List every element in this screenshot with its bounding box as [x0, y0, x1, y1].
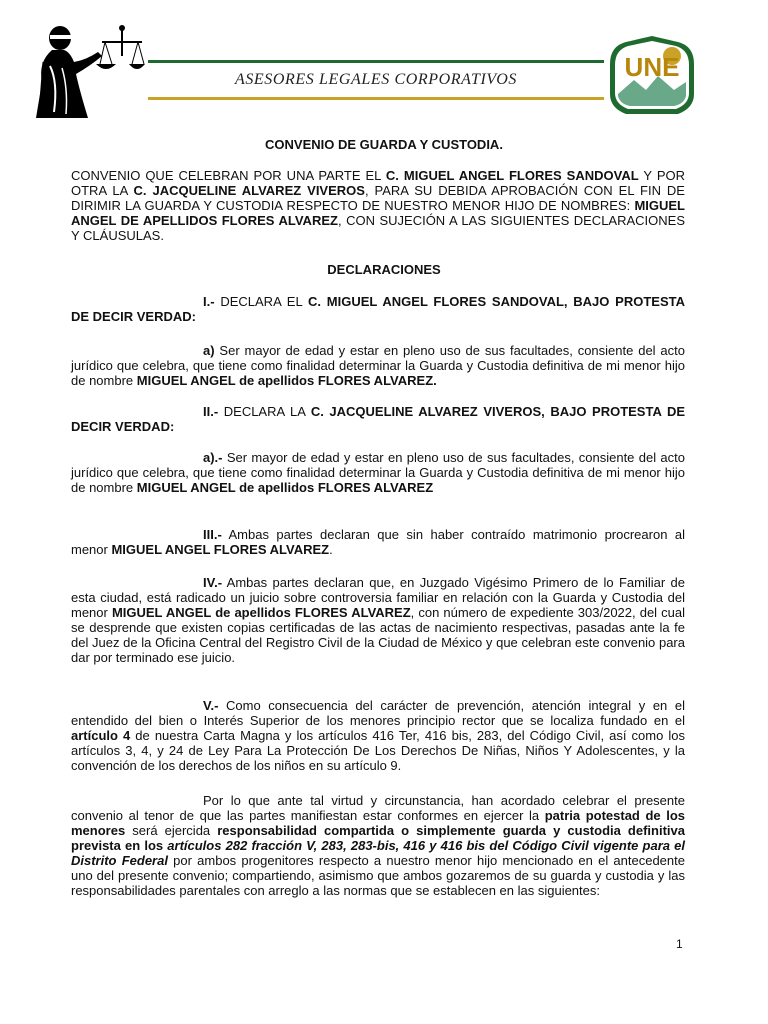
header-green-rule — [148, 60, 604, 63]
declaration-3: III.- Ambas partes declaran que sin haber contraído matrimonio procrearon al menor MIGUEL ANGEL FLORES ALVAREZ. — [71, 527, 685, 557]
declaration-4: IV.- Ambas partes declaran que, en Juzgado Vigésimo Primero de lo Familiar de esta ciudad, está radicado un juicio sobre controversia familiar en relación con la Guarda y Custodia del menor MIGUEL ANGEL de apellidos FLORES ALVAREZ, con número de expediente 303/2022, del cual se desprende que existen copias certificadas de las actas de nacimiento respectivas, pasadas ante la fe del Juez de la Oficina Central del Registro Civil de la Ciudad de México y que celebran este convenio para dar por terminado ese juicio. — [71, 575, 685, 665]
declaration-1a: a) Ser mayor de edad y estar en pleno uso de sus facultades, consiente del acto jurídico que celebra, que tiene como finalidad determinar la Guarda y Custodia definitiva de mi menor hijo de nombre MIGUEL ANGEL de apellidos FLORES ALVAREZ. — [71, 343, 685, 388]
declaration-2: II.- DECLARA LA C. JACQUELINE ALVAREZ VIVEROS, BAJO PROTESTA DE DECIR VERDAD: — [71, 404, 686, 434]
intro-paragraph: CONVENIO QUE CELEBRAN POR UNA PARTE EL C. MIGUEL ANGEL FLORES SANDOVAL Y POR OTRA LA C. JACQUELINE ALVAREZ VIVEROS, PARA SU DEBIDA APROBACIÓN CON EL FIN DE DIRIMIR LA GUARDA Y CUSTODIA RESPECTO DE NUESTRO MENOR HIJO DE NOMBRES: MIGUEL ANGEL DE APELLIDOS FLORES ALVAREZ, CON SUJECIÓN A LAS SIGUIENTES DECLARACIONES Y CLÁUSULAS. — [71, 168, 685, 243]
document-title: CONVENIO DE GUARDA Y CUSTODIA. — [265, 137, 503, 152]
declaration-1: I.- DECLARA EL C. MIGUEL ANGEL FLORES SANDOVAL, BAJO PROTESTA DE DECIR VERDAD: — [71, 294, 685, 324]
declaraciones-title: DECLARACIONES — [327, 262, 441, 277]
agreement-paragraph: Por lo que ante tal virtud y circunstancia, han acordado celebrar el presente convenio al tenor de que las partes manifiestan estar conformes en ejercer la patria potestad de los menores será ejercida responsabilidad compartida o simplemente guarda y custodia definitiva prevista en los artículos 282 fracción V, 283, 283-bis, 416 y 416 bis del Código Civil vigente para el Distrito Federal por ambos progenitores respecto a nuestro menor hijo mencionado en el antecedente uno del presente convenio; compartiendo, asimismo que ambos gozaremos de su guarda y custodia y las responsabilidades parentales con arreglo a las normas que se establecen en las siguientes: — [71, 793, 685, 898]
une-logo-text: UNE — [624, 52, 680, 82]
declaration-2a: a).- Ser mayor de edad y estar en pleno uso de sus facultades, consiente del acto jurídico que celebra, que tiene como finalidad determinar la Guarda y Custodia definitiva de mi menor hijo de nombre MIGUEL ANGEL de apellidos FLORES ALVAREZ — [71, 450, 685, 495]
header-gold-rule — [148, 97, 604, 100]
page-number: 1 — [676, 937, 683, 951]
declaration-5: V.- Como consecuencia del carácter de prevención, atención integral y en el entendido del bien o Interés Superior de los menores principio rector que se localiza fundado en el artículo 4 de nuestra Carta Magna y los artículos 416 Ter, 416 bis, 283, del Código Civil, así como los artículos 3, 4, y 24 de Ley Para La Protección De Los Derechos De Niñas, Niños Y Adolescentes, y la convención de los derechos de los niños en su artículo 9. — [71, 698, 685, 773]
une-shield-logo — [608, 34, 696, 116]
lady-justice-logo — [30, 22, 145, 120]
header-title: ASESORES LEGALES CORPORATIVOS — [234, 71, 518, 88]
